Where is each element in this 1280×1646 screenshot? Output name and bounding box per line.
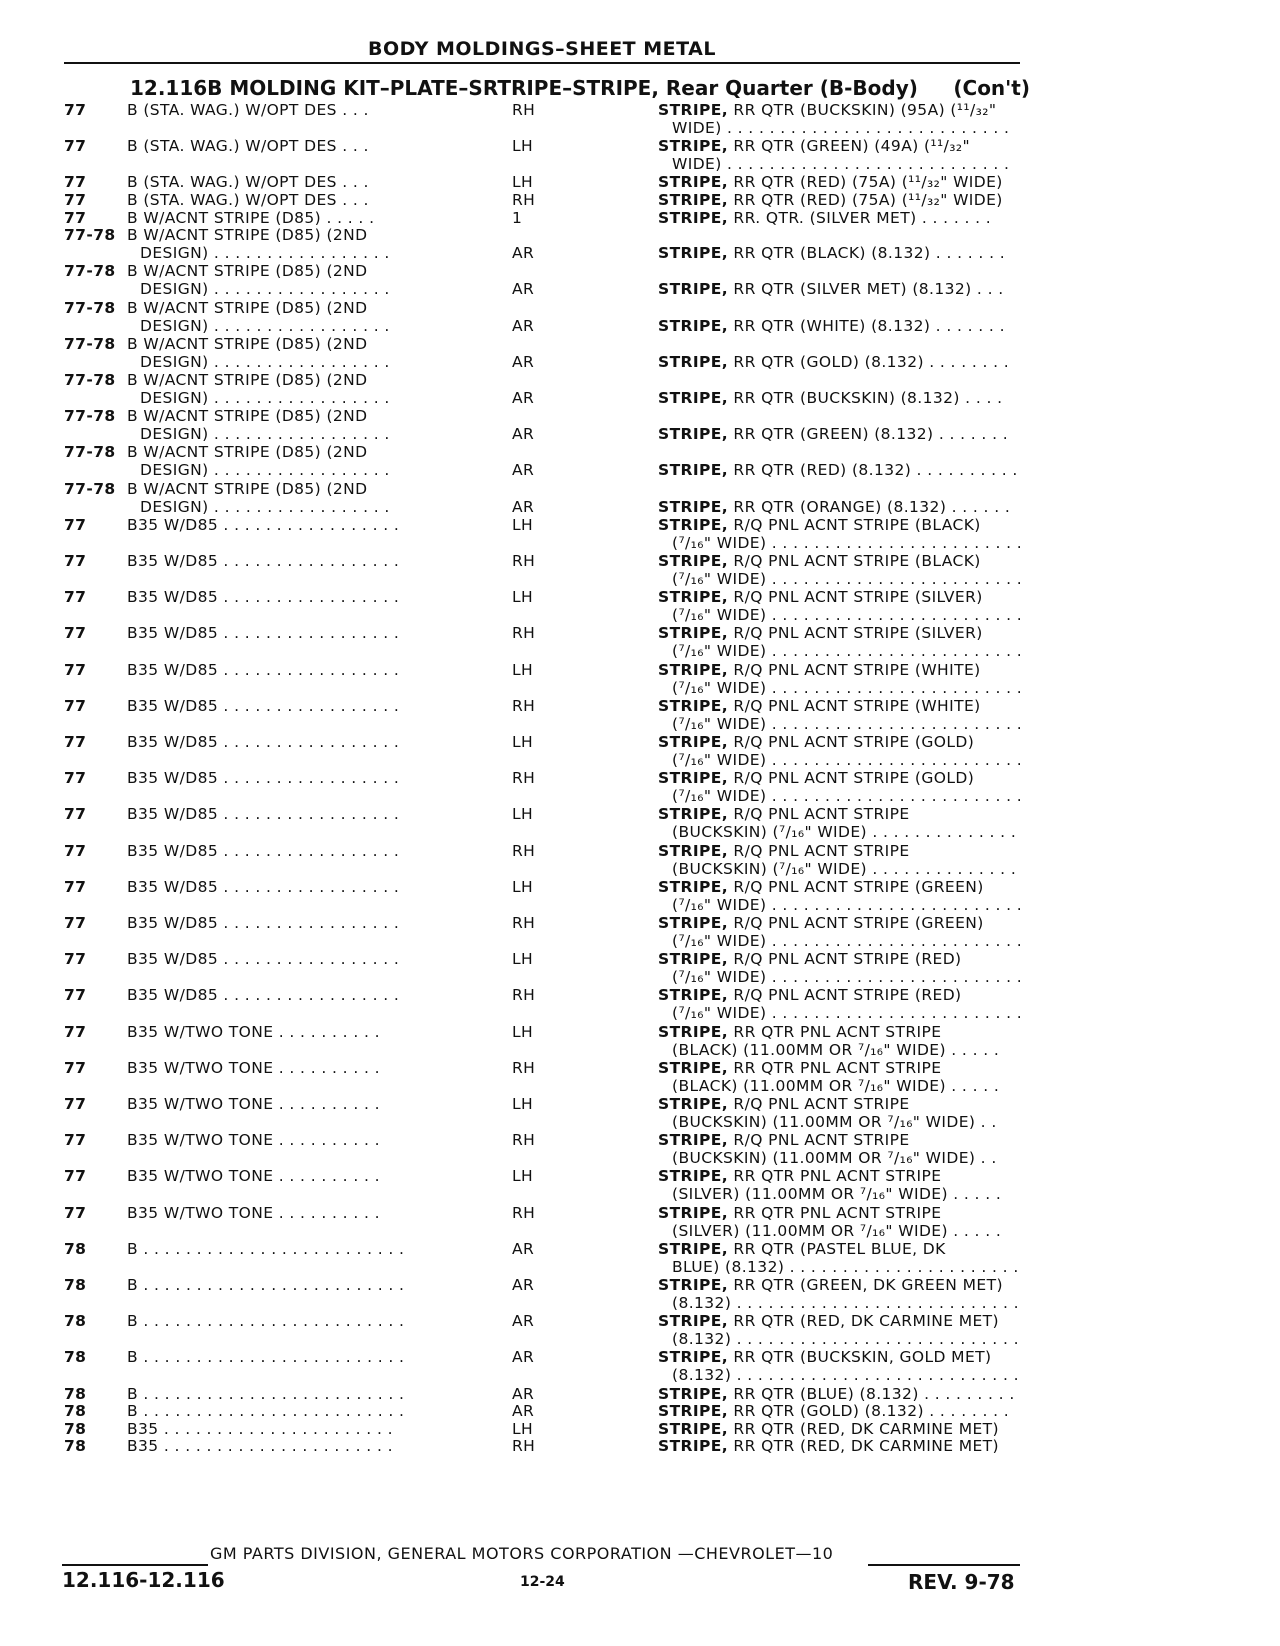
row-description: STRIPE, R/Q PNL ACNT STRIPE (GOLD) bbox=[658, 733, 975, 751]
row-year: 78 bbox=[64, 1384, 87, 1403]
row-description: STRIPE, RR QTR (GREEN) (49A) (¹¹/₃₂" bbox=[658, 137, 971, 156]
row-quantity: RH bbox=[512, 986, 536, 1005]
row-description: STRIPE, RR QTR (GOLD) (8.132) . . . . . . . . bbox=[658, 352, 1010, 371]
row-description: (⁷/₁₆" WIDE) . . . . . . . . . . . . . . . . . . . . . . . . bbox=[672, 1004, 1023, 1023]
stripe-keyword: STRIPE, bbox=[658, 1131, 729, 1150]
row-model: B W/ACNT STRIPE (D85) (2ND bbox=[127, 371, 368, 389]
stripe-keyword: STRIPE, bbox=[658, 877, 729, 896]
row-quantity: RH bbox=[512, 1131, 536, 1150]
stripe-keyword: STRIPE, bbox=[658, 316, 729, 335]
row-quantity: RH bbox=[512, 191, 536, 209]
row-quantity: LH bbox=[512, 173, 534, 192]
stripe-keyword: STRIPE, bbox=[658, 244, 729, 263]
row-quantity: RH bbox=[512, 1058, 536, 1077]
row-model: B (STA. WAG.) W/OPT DES . . . bbox=[127, 173, 369, 192]
row-model: B35 W/D85 . . . . . . . . . . . . . . . . . bbox=[127, 805, 400, 824]
stripe-keyword: STRIPE, bbox=[658, 389, 729, 407]
row-quantity: AR bbox=[512, 1384, 535, 1403]
row-description: (⁷/₁₆" WIDE) . . . . . . . . . . . . . . . . . . . . . . . . bbox=[672, 678, 1023, 697]
row-description: (⁷/₁₆" WIDE) . . . . . . . . . . . . . . . . . . . . . . . . bbox=[672, 606, 1023, 625]
row-description: STRIPE, RR QTR (BUCKSKIN) (8.132) . . . . bbox=[658, 389, 1003, 407]
row-description: STRIPE, RR QTR (GREEN, DK GREEN MET) bbox=[658, 1276, 1003, 1294]
row-year: 77 bbox=[64, 877, 87, 896]
row-year: 77 bbox=[64, 1022, 87, 1041]
footer-rule-right bbox=[868, 1564, 1020, 1566]
row-year: 78 bbox=[64, 1239, 87, 1258]
stripe-keyword: STRIPE, bbox=[658, 1437, 729, 1456]
row-quantity: LH bbox=[512, 515, 534, 534]
row-description: STRIPE, R/Q PNL ACNT STRIPE (GOLD) bbox=[658, 769, 975, 788]
row-quantity: RH bbox=[512, 552, 536, 570]
stripe-keyword: STRIPE, bbox=[658, 173, 729, 192]
row-model: B35 W/D85 . . . . . . . . . . . . . . . . . bbox=[127, 588, 400, 607]
row-description: STRIPE, RR QTR (RED) (75A) (¹¹/₃₂" WIDE) bbox=[658, 173, 1003, 192]
row-year: 77 bbox=[64, 1131, 87, 1150]
row-model: B . . . . . . . . . . . . . . . . . . . . . . . . . bbox=[127, 1384, 405, 1403]
row-description: STRIPE, RR QTR PNL ACNT STRIPE bbox=[658, 1058, 942, 1077]
stripe-keyword: STRIPE, bbox=[658, 280, 729, 299]
row-description: STRIPE, R/Q PNL ACNT STRIPE (SILVER) bbox=[658, 624, 983, 643]
row-year: 77-78 bbox=[64, 262, 116, 281]
stripe-keyword: STRIPE, bbox=[658, 1022, 729, 1041]
row-description: STRIPE, RR QTR (RED) (8.132) . . . . . . . . . . bbox=[658, 461, 1018, 480]
stripe-keyword: STRIPE, bbox=[658, 1419, 729, 1438]
row-quantity: AR bbox=[512, 352, 535, 371]
row-model: B35 W/D85 . . . . . . . . . . . . . . . . . bbox=[127, 950, 400, 969]
page-header: BODY MOLDINGS–SHEET METAL bbox=[368, 38, 716, 60]
row-year: 77-78 bbox=[64, 371, 116, 389]
header-rule bbox=[64, 62, 1020, 64]
row-model: B35 W/D85 . . . . . . . . . . . . . . . . . bbox=[127, 841, 400, 860]
row-quantity: AR bbox=[512, 1239, 535, 1258]
row-description: STRIPE, R/Q PNL ACNT STRIPE (RED) bbox=[658, 950, 962, 969]
footer-corporation: GM PARTS DIVISION, GENERAL MOTORS CORPORATION —CHEVROLET—10 bbox=[210, 1544, 834, 1563]
row-quantity: RH bbox=[512, 769, 536, 788]
row-description: STRIPE, RR QTR (BLUE) (8.132) . . . . . . . . . bbox=[658, 1384, 1015, 1403]
row-model: B35 W/D85 . . . . . . . . . . . . . . . . . bbox=[127, 515, 400, 534]
row-description: STRIPE, R/Q PNL ACNT STRIPE bbox=[658, 841, 910, 860]
stripe-keyword: STRIPE, bbox=[658, 515, 729, 534]
row-description: (⁷/₁₆" WIDE) . . . . . . . . . . . . . . . . . . . . . . . . bbox=[672, 895, 1023, 914]
row-model: B35 W/TWO TONE . . . . . . . . . . bbox=[127, 1022, 380, 1041]
row-description: (8.132) . . . . . . . . . . . . . . . . . . . . . . . . . . . bbox=[672, 1330, 1019, 1349]
row-model: B35 W/TWO TONE . . . . . . . . . . bbox=[127, 1058, 380, 1077]
stripe-keyword: STRIPE, bbox=[658, 208, 729, 227]
row-year: 77 bbox=[64, 986, 87, 1005]
row-quantity: AR bbox=[512, 389, 535, 407]
stripe-keyword: STRIPE, bbox=[658, 660, 729, 679]
row-year: 77 bbox=[64, 588, 87, 607]
row-year: 77 bbox=[64, 208, 87, 227]
stripe-keyword: STRIPE, bbox=[658, 1276, 729, 1294]
row-model: DESIGN) . . . . . . . . . . . . . . . . . bbox=[140, 280, 390, 299]
stripe-keyword: STRIPE, bbox=[658, 425, 729, 444]
row-description: (BLACK) (11.00MM OR ⁷/₁₆" WIDE) . . . . . bbox=[672, 1076, 1000, 1095]
row-model: B35 W/D85 . . . . . . . . . . . . . . . . . bbox=[127, 986, 400, 1005]
row-description: (⁷/₁₆" WIDE) . . . . . . . . . . . . . . . . . . . . . . . . bbox=[672, 787, 1023, 806]
row-year: 77 bbox=[64, 137, 87, 156]
row-year: 77 bbox=[64, 173, 87, 192]
row-description: STRIPE, RR QTR PNL ACNT STRIPE bbox=[658, 1022, 942, 1041]
row-description: (⁷/₁₆" WIDE) . . . . . . . . . . . . . . . . . . . . . . . . bbox=[672, 968, 1023, 987]
row-description: STRIPE, RR QTR (ORANGE) (8.132) . . . . . . bbox=[658, 497, 1011, 516]
stripe-keyword: STRIPE, bbox=[658, 191, 729, 209]
row-description: STRIPE, R/Q PNL ACNT STRIPE (BLACK) bbox=[658, 515, 981, 534]
row-description: STRIPE, RR QTR (RED, DK CARMINE MET) bbox=[658, 1437, 1000, 1456]
row-model: B . . . . . . . . . . . . . . . . . . . . . . . . . bbox=[127, 1276, 405, 1294]
row-quantity: LH bbox=[512, 1167, 534, 1186]
row-model: B W/ACNT STRIPE (D85) (2ND bbox=[127, 407, 368, 426]
row-year: 77 bbox=[64, 552, 87, 570]
row-model: B W/ACNT STRIPE (D85) . . . . . bbox=[127, 208, 375, 227]
row-quantity: RH bbox=[512, 841, 536, 860]
row-year: 78 bbox=[64, 1312, 87, 1331]
stripe-keyword: STRIPE, bbox=[658, 1058, 729, 1077]
stripe-keyword: STRIPE, bbox=[658, 552, 729, 570]
row-quantity: LH bbox=[512, 877, 534, 896]
row-model: DESIGN) . . . . . . . . . . . . . . . . . bbox=[140, 497, 390, 516]
row-model: B35 W/TWO TONE . . . . . . . . . . bbox=[127, 1167, 380, 1186]
row-description: STRIPE, RR QTR (RED, DK CARMINE MET) bbox=[658, 1419, 1000, 1438]
row-quantity: RH bbox=[512, 624, 536, 643]
row-description: STRIPE, RR QTR (RED, DK CARMINE MET) bbox=[658, 1312, 1000, 1331]
row-year: 77 bbox=[64, 914, 87, 932]
row-description: STRIPE, RR QTR (BLACK) (8.132) . . . . . . . bbox=[658, 244, 1006, 263]
row-description: STRIPE, RR. QTR. (SILVER MET) . . . . . . . bbox=[658, 208, 992, 227]
row-quantity: AR bbox=[512, 425, 535, 444]
row-description: STRIPE, RR QTR PNL ACNT STRIPE bbox=[658, 1203, 942, 1222]
row-year: 77-78 bbox=[64, 443, 116, 462]
stripe-keyword: STRIPE, bbox=[658, 733, 729, 751]
row-description: STRIPE, R/Q PNL ACNT STRIPE (WHITE) bbox=[658, 696, 981, 715]
stripe-keyword: STRIPE, bbox=[658, 497, 729, 516]
row-description: (⁷/₁₆" WIDE) . . . . . . . . . . . . . . . . . . . . . . . . bbox=[672, 570, 1023, 588]
row-quantity: LH bbox=[512, 137, 534, 156]
stripe-keyword: STRIPE, bbox=[658, 769, 729, 788]
row-description: STRIPE, R/Q PNL ACNT STRIPE (GREEN) bbox=[658, 877, 984, 896]
row-year: 77-78 bbox=[64, 226, 116, 245]
row-year: 77 bbox=[64, 950, 87, 969]
row-model: B35 W/D85 . . . . . . . . . . . . . . . . . bbox=[127, 733, 400, 751]
stripe-keyword: STRIPE, bbox=[658, 841, 729, 860]
row-year: 77 bbox=[64, 841, 87, 860]
row-description: STRIPE, R/Q PNL ACNT STRIPE bbox=[658, 1095, 910, 1113]
row-quantity: AR bbox=[512, 461, 535, 480]
row-description: STRIPE, R/Q PNL ACNT STRIPE (GREEN) bbox=[658, 914, 984, 932]
row-description: (BUCKSKIN) (⁷/₁₆" WIDE) . . . . . . . . . . . . . . bbox=[672, 823, 1017, 842]
row-year: 77 bbox=[64, 733, 87, 751]
row-model: B35 W/D85 . . . . . . . . . . . . . . . . . bbox=[127, 769, 400, 788]
row-quantity: LH bbox=[512, 733, 534, 751]
row-model: B (STA. WAG.) W/OPT DES . . . bbox=[127, 101, 369, 119]
stripe-keyword: STRIPE, bbox=[658, 1167, 729, 1186]
stripe-keyword: STRIPE, bbox=[658, 1312, 729, 1331]
row-model: DESIGN) . . . . . . . . . . . . . . . . . bbox=[140, 316, 390, 335]
section-title-text: 12.116B MOLDING KIT–PLATE–SRTRIPE–STRIPE, Rear Quarter (B-Body) bbox=[130, 76, 918, 100]
row-description: STRIPE, R/Q PNL ACNT STRIPE (WHITE) bbox=[658, 660, 981, 679]
stripe-keyword: STRIPE, bbox=[658, 1203, 729, 1222]
row-description: STRIPE, RR QTR (RED) (75A) (¹¹/₃₂" WIDE) bbox=[658, 191, 1003, 209]
row-year: 77-78 bbox=[64, 298, 116, 317]
row-quantity: AR bbox=[512, 1312, 535, 1331]
row-year: 77 bbox=[64, 515, 87, 534]
row-model: B35 W/TWO TONE . . . . . . . . . . bbox=[127, 1095, 380, 1113]
row-year: 78 bbox=[64, 1437, 87, 1456]
row-description: (8.132) . . . . . . . . . . . . . . . . . . . . . . . . . . . bbox=[672, 1366, 1019, 1385]
row-model: B W/ACNT STRIPE (D85) (2ND bbox=[127, 226, 368, 245]
section-continued-label: (Con't) bbox=[953, 76, 1030, 100]
row-description: (⁷/₁₆" WIDE) . . . . . . . . . . . . . . . . . . . . . . . . bbox=[672, 642, 1023, 661]
row-model: B35 W/TWO TONE . . . . . . . . . . bbox=[127, 1131, 380, 1150]
row-description: STRIPE, R/Q PNL ACNT STRIPE bbox=[658, 805, 910, 824]
row-description: STRIPE, R/Q PNL ACNT STRIPE (RED) bbox=[658, 986, 962, 1005]
row-description: STRIPE, RR QTR (SILVER MET) (8.132) . . . bbox=[658, 280, 1004, 299]
row-quantity: AR bbox=[512, 280, 535, 299]
row-description: (⁷/₁₆" WIDE) . . . . . . . . . . . . . . . . . . . . . . . . bbox=[672, 533, 1023, 552]
row-quantity: 1 bbox=[512, 208, 523, 227]
row-model: DESIGN) . . . . . . . . . . . . . . . . . bbox=[140, 244, 390, 263]
row-model: B35 W/D85 . . . . . . . . . . . . . . . . . bbox=[127, 877, 400, 896]
row-description: (8.132) . . . . . . . . . . . . . . . . . . . . . . . . . . . bbox=[672, 1294, 1019, 1312]
row-quantity: LH bbox=[512, 950, 534, 969]
row-quantity: LH bbox=[512, 660, 534, 679]
row-quantity: RH bbox=[512, 696, 536, 715]
footer-revision: REV. 9-78 bbox=[908, 1570, 1015, 1594]
row-quantity: LH bbox=[512, 805, 534, 824]
row-year: 77-78 bbox=[64, 334, 116, 353]
footer-page-number: 12-24 bbox=[520, 1574, 565, 1590]
row-model: DESIGN) . . . . . . . . . . . . . . . . . bbox=[140, 352, 390, 371]
row-description: (BLACK) (11.00MM OR ⁷/₁₆" WIDE) . . . . . bbox=[672, 1040, 1000, 1059]
row-model: B (STA. WAG.) W/OPT DES . . . bbox=[127, 191, 369, 209]
row-model: B W/ACNT STRIPE (D85) (2ND bbox=[127, 334, 368, 353]
row-model: B35 W/D85 . . . . . . . . . . . . . . . . . bbox=[127, 696, 400, 715]
row-model: B W/ACNT STRIPE (D85) (2ND bbox=[127, 262, 368, 281]
row-model: B W/ACNT STRIPE (D85) (2ND bbox=[127, 443, 368, 462]
stripe-keyword: STRIPE, bbox=[658, 914, 729, 932]
row-model: B35 . . . . . . . . . . . . . . . . . . . . . . bbox=[127, 1437, 393, 1456]
row-model: B . . . . . . . . . . . . . . . . . . . . . . . . . bbox=[127, 1239, 405, 1258]
row-quantity: LH bbox=[512, 588, 534, 607]
row-model: B35 W/D85 . . . . . . . . . . . . . . . . . bbox=[127, 624, 400, 643]
row-year: 77 bbox=[64, 101, 87, 119]
row-year: 78 bbox=[64, 1419, 87, 1438]
row-quantity: AR bbox=[512, 497, 535, 516]
row-description: BLUE) (8.132) . . . . . . . . . . . . . . . . . . . . . . bbox=[672, 1257, 1019, 1276]
row-model: B35 W/D85 . . . . . . . . . . . . . . . . . bbox=[127, 552, 400, 570]
row-model: B35 . . . . . . . . . . . . . . . . . . . . . . bbox=[127, 1419, 393, 1438]
row-quantity: LH bbox=[512, 1095, 534, 1113]
stripe-keyword: STRIPE, bbox=[658, 986, 729, 1005]
row-quantity: AR bbox=[512, 244, 535, 263]
stripe-keyword: STRIPE, bbox=[658, 1095, 729, 1113]
row-year: 77-78 bbox=[64, 479, 116, 498]
row-quantity: RH bbox=[512, 1203, 536, 1222]
row-description: WIDE) . . . . . . . . . . . . . . . . . . . . . . . . . . . bbox=[672, 155, 1010, 174]
row-description: (BUCKSKIN) (11.00MM OR ⁷/₁₆" WIDE) . . bbox=[672, 1149, 997, 1168]
row-quantity: RH bbox=[512, 1437, 536, 1456]
row-description: STRIPE, R/Q PNL ACNT STRIPE (SILVER) bbox=[658, 588, 983, 607]
row-quantity: AR bbox=[512, 1348, 535, 1367]
row-description: (⁷/₁₆" WIDE) . . . . . . . . . . . . . . . . . . . . . . . . bbox=[672, 751, 1023, 769]
stripe-keyword: STRIPE, bbox=[658, 1384, 729, 1403]
row-year: 78 bbox=[64, 1348, 87, 1367]
row-description: (BUCKSKIN) (⁷/₁₆" WIDE) . . . . . . . . . . . . . . bbox=[672, 859, 1017, 878]
row-year: 77 bbox=[64, 1095, 87, 1113]
row-description: (SILVER) (11.00MM OR ⁷/₁₆" WIDE) . . . . . bbox=[672, 1185, 1002, 1204]
row-quantity: RH bbox=[512, 914, 536, 932]
stripe-keyword: STRIPE, bbox=[658, 1239, 729, 1258]
row-year: 77 bbox=[64, 1167, 87, 1186]
row-model: DESIGN) . . . . . . . . . . . . . . . . . bbox=[140, 389, 390, 407]
row-year: 77 bbox=[64, 1203, 87, 1222]
stripe-keyword: STRIPE, bbox=[658, 101, 729, 119]
row-model: B35 W/D85 . . . . . . . . . . . . . . . . . bbox=[127, 660, 400, 679]
row-model: B W/ACNT STRIPE (D85) (2ND bbox=[127, 479, 368, 498]
row-description: STRIPE, RR QTR (GOLD) (8.132) . . . . . . . . bbox=[658, 1402, 1010, 1421]
row-year: 77-78 bbox=[64, 407, 116, 426]
row-quantity: LH bbox=[512, 1419, 534, 1438]
row-model: B (STA. WAG.) W/OPT DES . . . bbox=[127, 137, 369, 156]
row-description: WIDE) . . . . . . . . . . . . . . . . . . . . . . . . . . . bbox=[672, 119, 1010, 137]
stripe-keyword: STRIPE, bbox=[658, 950, 729, 969]
footer-section-range: 12.116-12.116 bbox=[62, 1568, 225, 1592]
stripe-keyword: STRIPE, bbox=[658, 588, 729, 607]
row-description: (⁷/₁₆" WIDE) . . . . . . . . . . . . . . . . . . . . . . . . bbox=[672, 714, 1023, 733]
row-model: B . . . . . . . . . . . . . . . . . . . . . . . . . bbox=[127, 1348, 405, 1367]
row-year: 77 bbox=[64, 696, 87, 715]
row-year: 77 bbox=[64, 191, 87, 209]
row-model: DESIGN) . . . . . . . . . . . . . . . . . bbox=[140, 425, 390, 444]
row-description: STRIPE, RR QTR PNL ACNT STRIPE bbox=[658, 1167, 942, 1186]
row-year: 77 bbox=[64, 805, 87, 824]
row-model: B W/ACNT STRIPE (D85) (2ND bbox=[127, 298, 368, 317]
row-model: B . . . . . . . . . . . . . . . . . . . . . . . . . bbox=[127, 1402, 405, 1421]
row-description: STRIPE, RR QTR (PASTEL BLUE, DK bbox=[658, 1239, 946, 1258]
row-model: B35 W/D85 . . . . . . . . . . . . . . . . . bbox=[127, 914, 400, 932]
row-model: B . . . . . . . . . . . . . . . . . . . . . . . . . bbox=[127, 1312, 405, 1331]
footer-rule-left bbox=[62, 1564, 208, 1566]
stripe-keyword: STRIPE, bbox=[658, 461, 729, 480]
row-year: 78 bbox=[64, 1276, 87, 1294]
row-description: (BUCKSKIN) (11.00MM OR ⁷/₁₆" WIDE) . . bbox=[672, 1113, 997, 1131]
stripe-keyword: STRIPE, bbox=[658, 624, 729, 643]
stripe-keyword: STRIPE, bbox=[658, 696, 729, 715]
row-model: B35 W/TWO TONE . . . . . . . . . . bbox=[127, 1203, 380, 1222]
section-title bbox=[130, 76, 1030, 100]
stripe-keyword: STRIPE, bbox=[658, 805, 729, 824]
row-year: 78 bbox=[64, 1402, 87, 1421]
row-description: STRIPE, RR QTR (BUCKSKIN) (95A) (¹¹/₃₂" bbox=[658, 101, 997, 119]
stripe-keyword: STRIPE, bbox=[658, 352, 729, 371]
row-description: STRIPE, RR QTR (WHITE) (8.132) . . . . . . . bbox=[658, 316, 1005, 335]
row-description: STRIPE, RR QTR (BUCKSKIN, GOLD MET) bbox=[658, 1348, 992, 1367]
row-description: (⁷/₁₆" WIDE) . . . . . . . . . . . . . . . . . . . . . . . . bbox=[672, 932, 1023, 950]
row-quantity: RH bbox=[512, 101, 536, 119]
stripe-keyword: STRIPE, bbox=[658, 1402, 729, 1421]
row-quantity: AR bbox=[512, 316, 535, 335]
row-quantity: AR bbox=[512, 1276, 535, 1294]
row-year: 77 bbox=[64, 1058, 87, 1077]
row-description: STRIPE, R/Q PNL ACNT STRIPE bbox=[658, 1131, 910, 1150]
stripe-keyword: STRIPE, bbox=[658, 137, 729, 156]
row-year: 77 bbox=[64, 769, 87, 788]
row-description: (SILVER) (11.00MM OR ⁷/₁₆" WIDE) . . . . . bbox=[672, 1221, 1002, 1240]
row-description: STRIPE, RR QTR (GREEN) (8.132) . . . . . . . bbox=[658, 425, 1009, 444]
stripe-keyword: STRIPE, bbox=[658, 1348, 729, 1367]
row-year: 77 bbox=[64, 660, 87, 679]
row-year: 77 bbox=[64, 624, 87, 643]
row-quantity: AR bbox=[512, 1402, 535, 1421]
row-quantity: LH bbox=[512, 1022, 534, 1041]
row-model: DESIGN) . . . . . . . . . . . . . . . . . bbox=[140, 461, 390, 480]
row-description: STRIPE, R/Q PNL ACNT STRIPE (BLACK) bbox=[658, 552, 981, 570]
